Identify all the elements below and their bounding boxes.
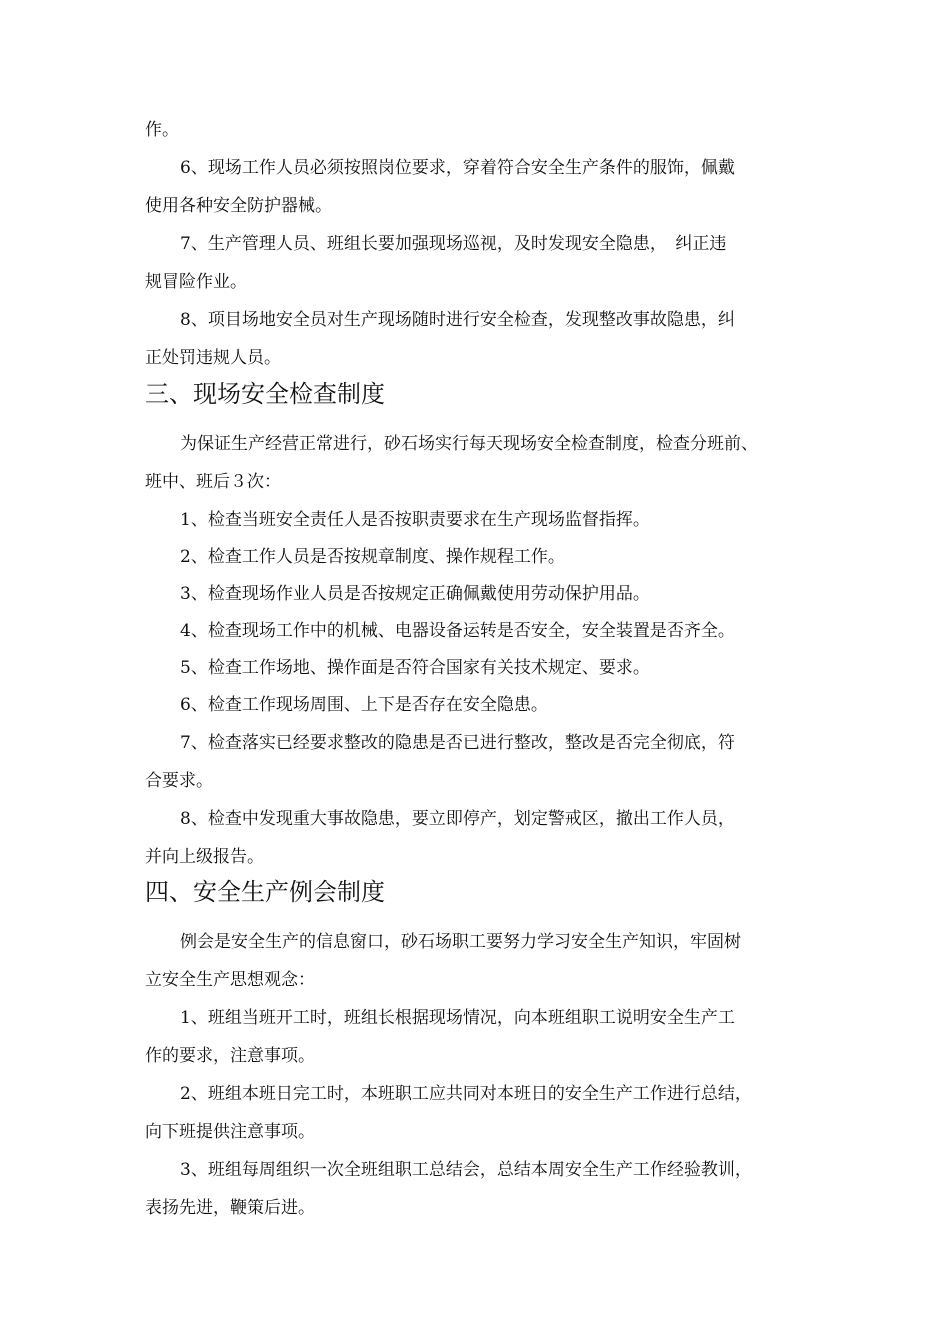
paragraph-line: 2、检查工作人员是否按规章制度、操作规程工作。 <box>180 547 565 567</box>
section-heading: 四、安全生产例会制度 <box>145 878 385 906</box>
paragraph-line: 2、班组本班日完工时，本班职工应共同对本班日的安全生产工作进行总结， <box>180 1084 752 1104</box>
paragraph-line: 作的要求，注意事项。 <box>145 1046 315 1066</box>
paragraph-line: 为保证生产经营正常进行，砂石场实行每天现场安全检查制度，检查分班前、 <box>180 434 758 454</box>
paragraph-line: 班中、班后３次： <box>145 472 281 492</box>
paragraph-line: 并向上级报告。 <box>145 847 264 867</box>
paragraph-line: 3、检查现场作业人员是否按规定正确佩戴使用劳动保护用品。 <box>180 584 650 604</box>
paragraph-line: 8、项目场地安全员对生产现场随时进行安全检查，发现整改事故隐患，纠 <box>180 310 735 330</box>
paragraph-line: 6、检查工作现场周围、上下是否存在安全隐患。 <box>180 695 548 715</box>
paragraph-line: 3、班组每周组织一次全班组职工总结会，总结本周安全生产工作经验教训， <box>180 1160 752 1180</box>
paragraph-line: 7、生产管理人员、班组长要加强现场巡视，及时发现安全隐患， 纠正违 <box>180 234 727 254</box>
paragraph-line: 1、检查当班安全责任人是否按职责要求在生产现场监督指挥。 <box>180 510 650 530</box>
paragraph-line: 正处罚违规人员。 <box>145 348 281 368</box>
paragraph-line: 使用各种安全防护器械。 <box>145 196 332 216</box>
paragraph-line: 合要求。 <box>145 771 213 791</box>
paragraph-line: 1、班组当班开工时，班组长根据现场情况，向本班组职工说明安全生产工 <box>180 1008 735 1028</box>
paragraph-line: 4、检查现场工作中的机械、电器设备运转是否安全，安全装置是否齐全。 <box>180 621 735 641</box>
paragraph-line: 表扬先进，鞭策后进。 <box>145 1198 315 1218</box>
paragraph-line: 例会是安全生产的信息窗口，砂石场职工要努力学习安全生产知识，牢固树 <box>180 932 741 952</box>
paragraph-line: 向下班提供注意事项。 <box>145 1122 315 1142</box>
paragraph-line: 立安全生产思想观念： <box>145 970 315 990</box>
section-heading: 三、现场安全检查制度 <box>145 380 385 408</box>
paragraph-line: 7、检查落实已经要求整改的隐患是否已进行整改，整改是否完全彻底，符 <box>180 733 735 753</box>
paragraph-line: 5、检查工作场地、操作面是否符合国家有关技术规定、要求。 <box>180 658 650 678</box>
paragraph-line: 规冒险作业。 <box>145 272 247 292</box>
paragraph-line: 作。 <box>145 120 179 140</box>
paragraph-line: 6、现场工作人员必须按照岗位要求，穿着符合安全生产条件的服饰，佩戴 <box>180 158 735 178</box>
paragraph-line: 8、检查中发现重大事故隐患，要立即停产，划定警戒区，撤出工作人员， <box>180 809 735 829</box>
